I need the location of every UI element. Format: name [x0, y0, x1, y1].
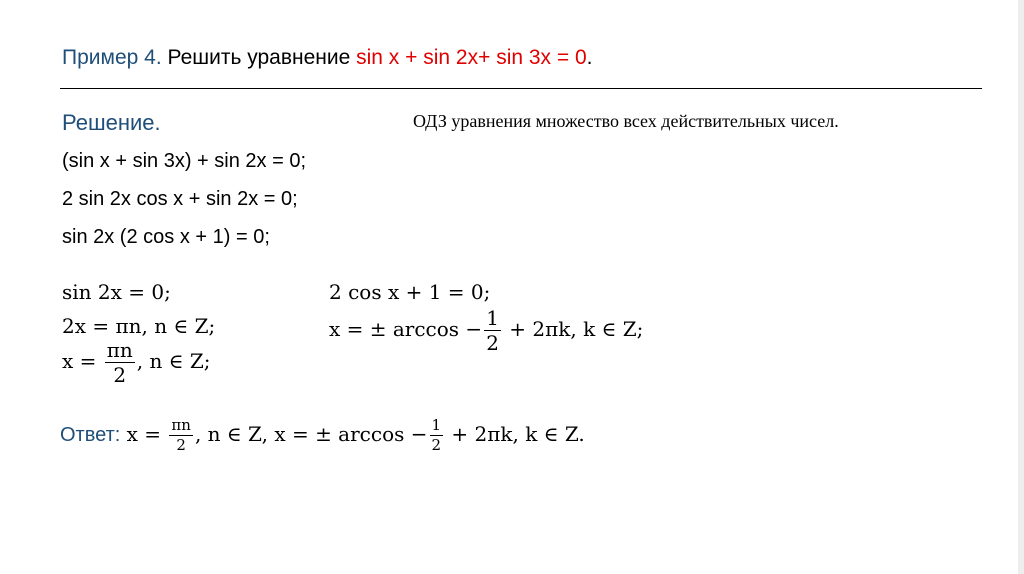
title-equation: sin x + sin 2x+ sin 3x = 0: [356, 46, 587, 69]
fraction-denominator: 2: [113, 363, 127, 387]
right-case-eq2: [329, 308, 643, 353]
answer-part3: + 2πk, k ∈ Z.: [445, 422, 585, 446]
fraction-numerator: πn: [171, 416, 191, 434]
odz-note: ОДЗ уравнения множество всех действительных чисел.: [413, 111, 839, 131]
fraction-denominator: 2: [486, 331, 499, 355]
left-case-eq2: 2x = πn, n ∈ Z;: [62, 314, 216, 338]
solution-step-3: sin 2x (2 cos x + 1) = 0;: [62, 226, 270, 248]
fraction-numerator: 1: [431, 416, 442, 434]
left-case-eq3: [62, 340, 211, 385]
left-case-eq3-rhs: , n ∈ Z;: [136, 349, 211, 373]
title-text: Решить уравнение: [161, 46, 357, 69]
fraction: [430, 418, 444, 453]
fraction: [105, 340, 135, 385]
left-case-eq1: sin 2x = 0;: [62, 280, 171, 304]
answer-line: [60, 418, 585, 453]
title-divider: [60, 88, 982, 89]
fraction-denominator: 2: [176, 436, 186, 454]
right-case-eq1: 2 cos x + 1 = 0;: [329, 280, 491, 304]
fraction-numerator: 1: [486, 306, 499, 330]
right-case-eq2-rhs: + 2πk, k ∈ Z;: [502, 317, 644, 341]
solution-heading: Решение.: [62, 110, 161, 135]
solution-step-1: (sin x + sin 3x) + sin 2x = 0;: [62, 150, 306, 172]
left-case-eq3-lhs: x =: [62, 349, 103, 373]
slide-title: [62, 46, 593, 70]
slide-edge: [1018, 0, 1024, 574]
title-end: .: [586, 46, 593, 69]
answer-label: Ответ:: [60, 424, 121, 446]
fraction-denominator: 2: [431, 436, 442, 454]
fraction-numerator: πn: [106, 338, 133, 362]
fraction: [484, 308, 501, 353]
fraction: [169, 418, 193, 453]
title-prefix: Пример 4.: [62, 46, 162, 69]
solution-step-2: 2 sin 2x cos x + sin 2x = 0;: [62, 188, 298, 210]
right-case-eq2-lhs: x = ± arccos −: [329, 317, 483, 341]
answer-part1: x =: [120, 422, 168, 446]
answer-part2: , n ∈ Z, x = ± arccos −: [194, 422, 428, 446]
